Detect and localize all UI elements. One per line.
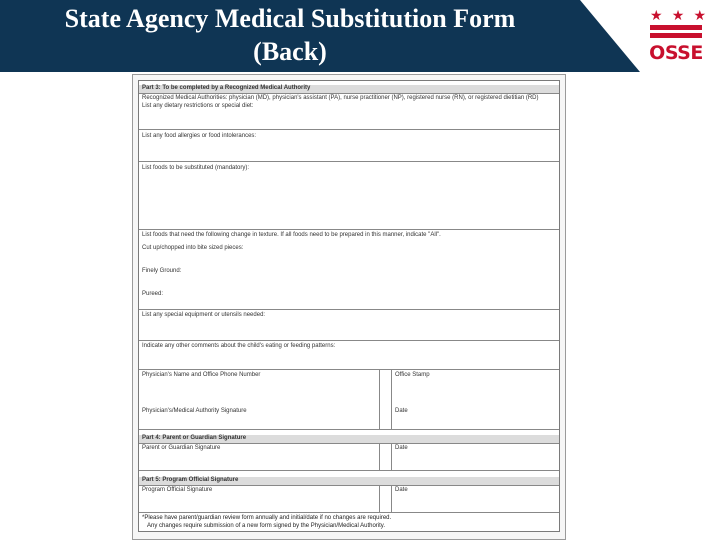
header-band — [0, 0, 720, 72]
star-icon: ★ — [671, 7, 685, 23]
restrictions-label: List any dietary restrictions or special diet: — [142, 103, 254, 109]
cut-up-label: Cut up/chopped into bite sized pieces: — [142, 245, 244, 251]
divider — [139, 340, 559, 341]
logo-stripe — [650, 25, 702, 30]
column-divider — [391, 486, 392, 512]
divider — [139, 129, 559, 130]
part4-date-label: Date — [395, 445, 408, 451]
divider — [139, 512, 559, 513]
substituted-label: List foods to be substituted (mandatory): — [142, 165, 250, 171]
form-image — [132, 74, 566, 540]
osse-logo — [646, 8, 706, 68]
official-signature-label: Program Official Signature — [142, 487, 213, 493]
parent-signature-label: Parent or Guardian Signature — [142, 445, 221, 451]
office-stamp-label: Office Stamp — [395, 372, 430, 378]
part3-heading: Part 3: To be completed by a Recognized Medical Authority — [139, 85, 559, 94]
page-title — [0, 2, 580, 68]
comments-label: Indicate any other comments about the child's eating or feeding patterns: — [142, 343, 336, 349]
divider — [139, 161, 559, 162]
column-divider — [391, 444, 392, 470]
part5-date-label: Date — [395, 487, 408, 493]
ground-label: Finely Ground: — [142, 268, 182, 274]
part3-subheading: Recognized Medical Authorities: physician (MD), physician's assistant (PA), nurse practitioner (NP), registered nurse (RN), or registered dietitian (RD) — [142, 95, 539, 101]
logo-stripe — [650, 33, 702, 38]
part4-heading: Part 4: Parent or Guardian Signature — [139, 435, 559, 444]
column-divider — [379, 444, 380, 470]
texture-label: List foods that need the following change in texture. If all foods need to be prepared in this manner, indicate "All". — [142, 232, 441, 238]
footnote-line1: *Please have parent/guardian review form annually and initial/date if no changes are required. — [142, 515, 392, 521]
column-divider — [379, 486, 380, 512]
divider — [139, 229, 559, 230]
allergies-label: List any food allergies or food intolerances: — [142, 133, 257, 139]
footnote-line2: Any changes require submission of a new form signed by the Physician/Medical Authority. — [147, 523, 386, 529]
column-divider — [379, 369, 380, 429]
form-body — [138, 80, 560, 532]
equipment-label: List any special equipment or utensils needed: — [142, 312, 266, 318]
part5-heading: Part 5: Program Official Signature — [139, 477, 559, 486]
part3-date-label: Date — [395, 408, 408, 414]
column-divider — [391, 369, 392, 429]
authority-signature-label: Physician's/Medical Authority Signature — [142, 408, 247, 414]
physician-name-label: Physician's Name and Office Phone Number — [142, 372, 261, 378]
divider — [139, 369, 559, 370]
page-title-line1: State Agency Medical Substitution Form — [64, 4, 516, 33]
divider — [139, 470, 559, 471]
divider — [139, 309, 559, 310]
page-title-line2: (Back) — [253, 37, 327, 66]
pureed-label: Pureed: — [142, 291, 164, 297]
star-icon: ★ — [650, 7, 663, 23]
star-icon: ★ — [693, 7, 706, 23]
logo-text: OSSE — [649, 42, 703, 64]
divider — [139, 429, 559, 430]
logo-stars — [650, 8, 706, 22]
